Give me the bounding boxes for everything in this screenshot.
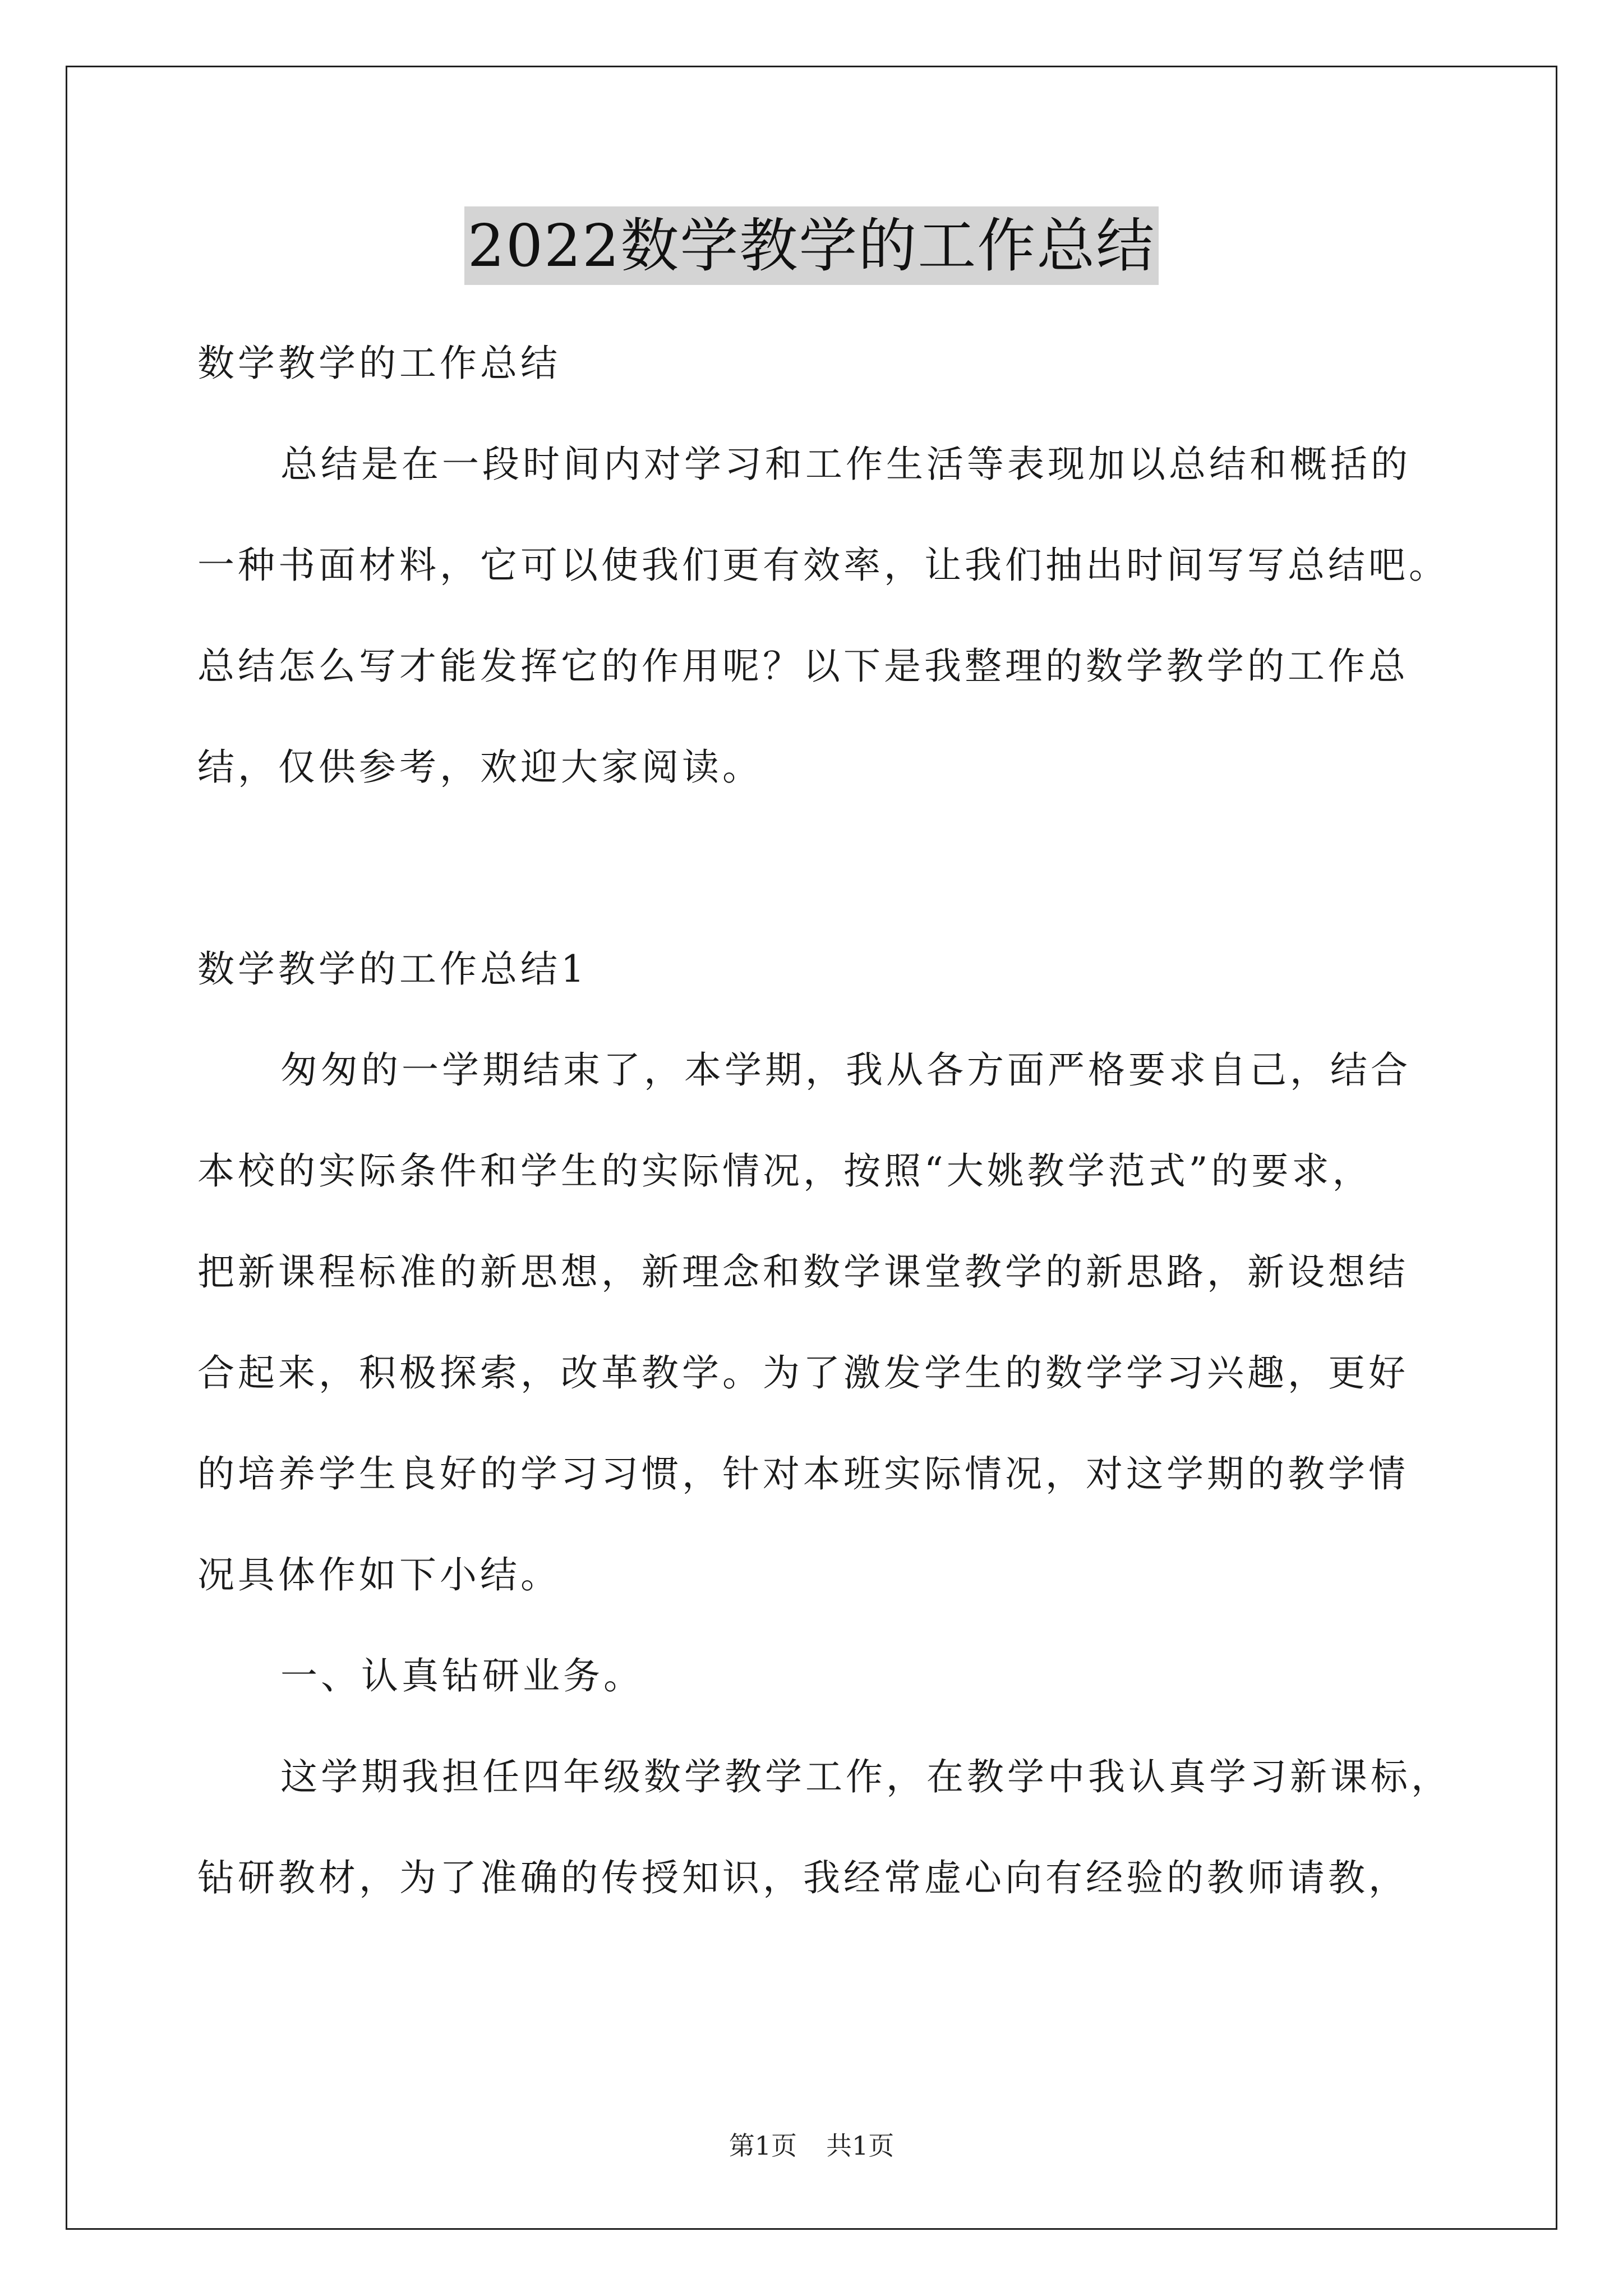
paragraph-line: 这学期我担任四年级数学教学工作，在教学中我认真学习新课标， <box>280 1755 1451 1798</box>
page-footer <box>0 2129 1623 2162</box>
paragraph-gap <box>197 818 1431 919</box>
subsection-heading: 一、认真钻研业务。 <box>280 1654 644 1697</box>
paragraph-line: 总结怎么写才能发挥它的作用呢？以下是我整理的数学教学的工作总 <box>197 645 1409 688</box>
paragraph-line: 合起来，积极探索，改革教学。为了激发学生的数学学习兴趣，更好 <box>197 1351 1409 1395</box>
page-number-total: 共1页 <box>826 2131 895 2161</box>
paragraph-line: 的培养学生良好的学习习惯，针对本班实际情况，对这学期的教学情 <box>197 1452 1409 1496</box>
title-container <box>0 206 1623 285</box>
paragraph-line: 把新课程标准的新思想，新理念和数学课堂教学的新思路，新设想结 <box>197 1250 1409 1294</box>
paragraph-line: 匆匆的一学期结束了，本学期，我从各方面严格要求自己，结合 <box>280 1048 1411 1092</box>
document-title: 2022数学教学的工作总结 <box>464 206 1159 285</box>
paragraph-line: 总结是在一段时间内对学习和工作生活等表现加以总结和概括的 <box>280 443 1411 486</box>
paragraph-line: 一种书面材料，它可以使我们更有效率，让我们抽出时间写写总结吧。 <box>197 544 1449 587</box>
document-body <box>197 313 1451 1929</box>
section-heading: 数学教学的工作总结 <box>197 342 561 385</box>
paragraph-line: 况具体作如下小结。 <box>197 1553 561 1596</box>
section-heading: 数学教学的工作总结1 <box>197 947 588 991</box>
paragraph-line: 结，仅供参考，欢迎大家阅读。 <box>197 746 763 789</box>
paragraph-line: 钻研教材，为了准确的传授知识，我经常虚心向有经验的教师请教， <box>197 1856 1409 1899</box>
paragraph-line: 本校的实际条件和学生的实际情况，按照“大姚教学范式”的要求， <box>197 1149 1373 1193</box>
page-number-current: 第1页 <box>728 2131 797 2161</box>
